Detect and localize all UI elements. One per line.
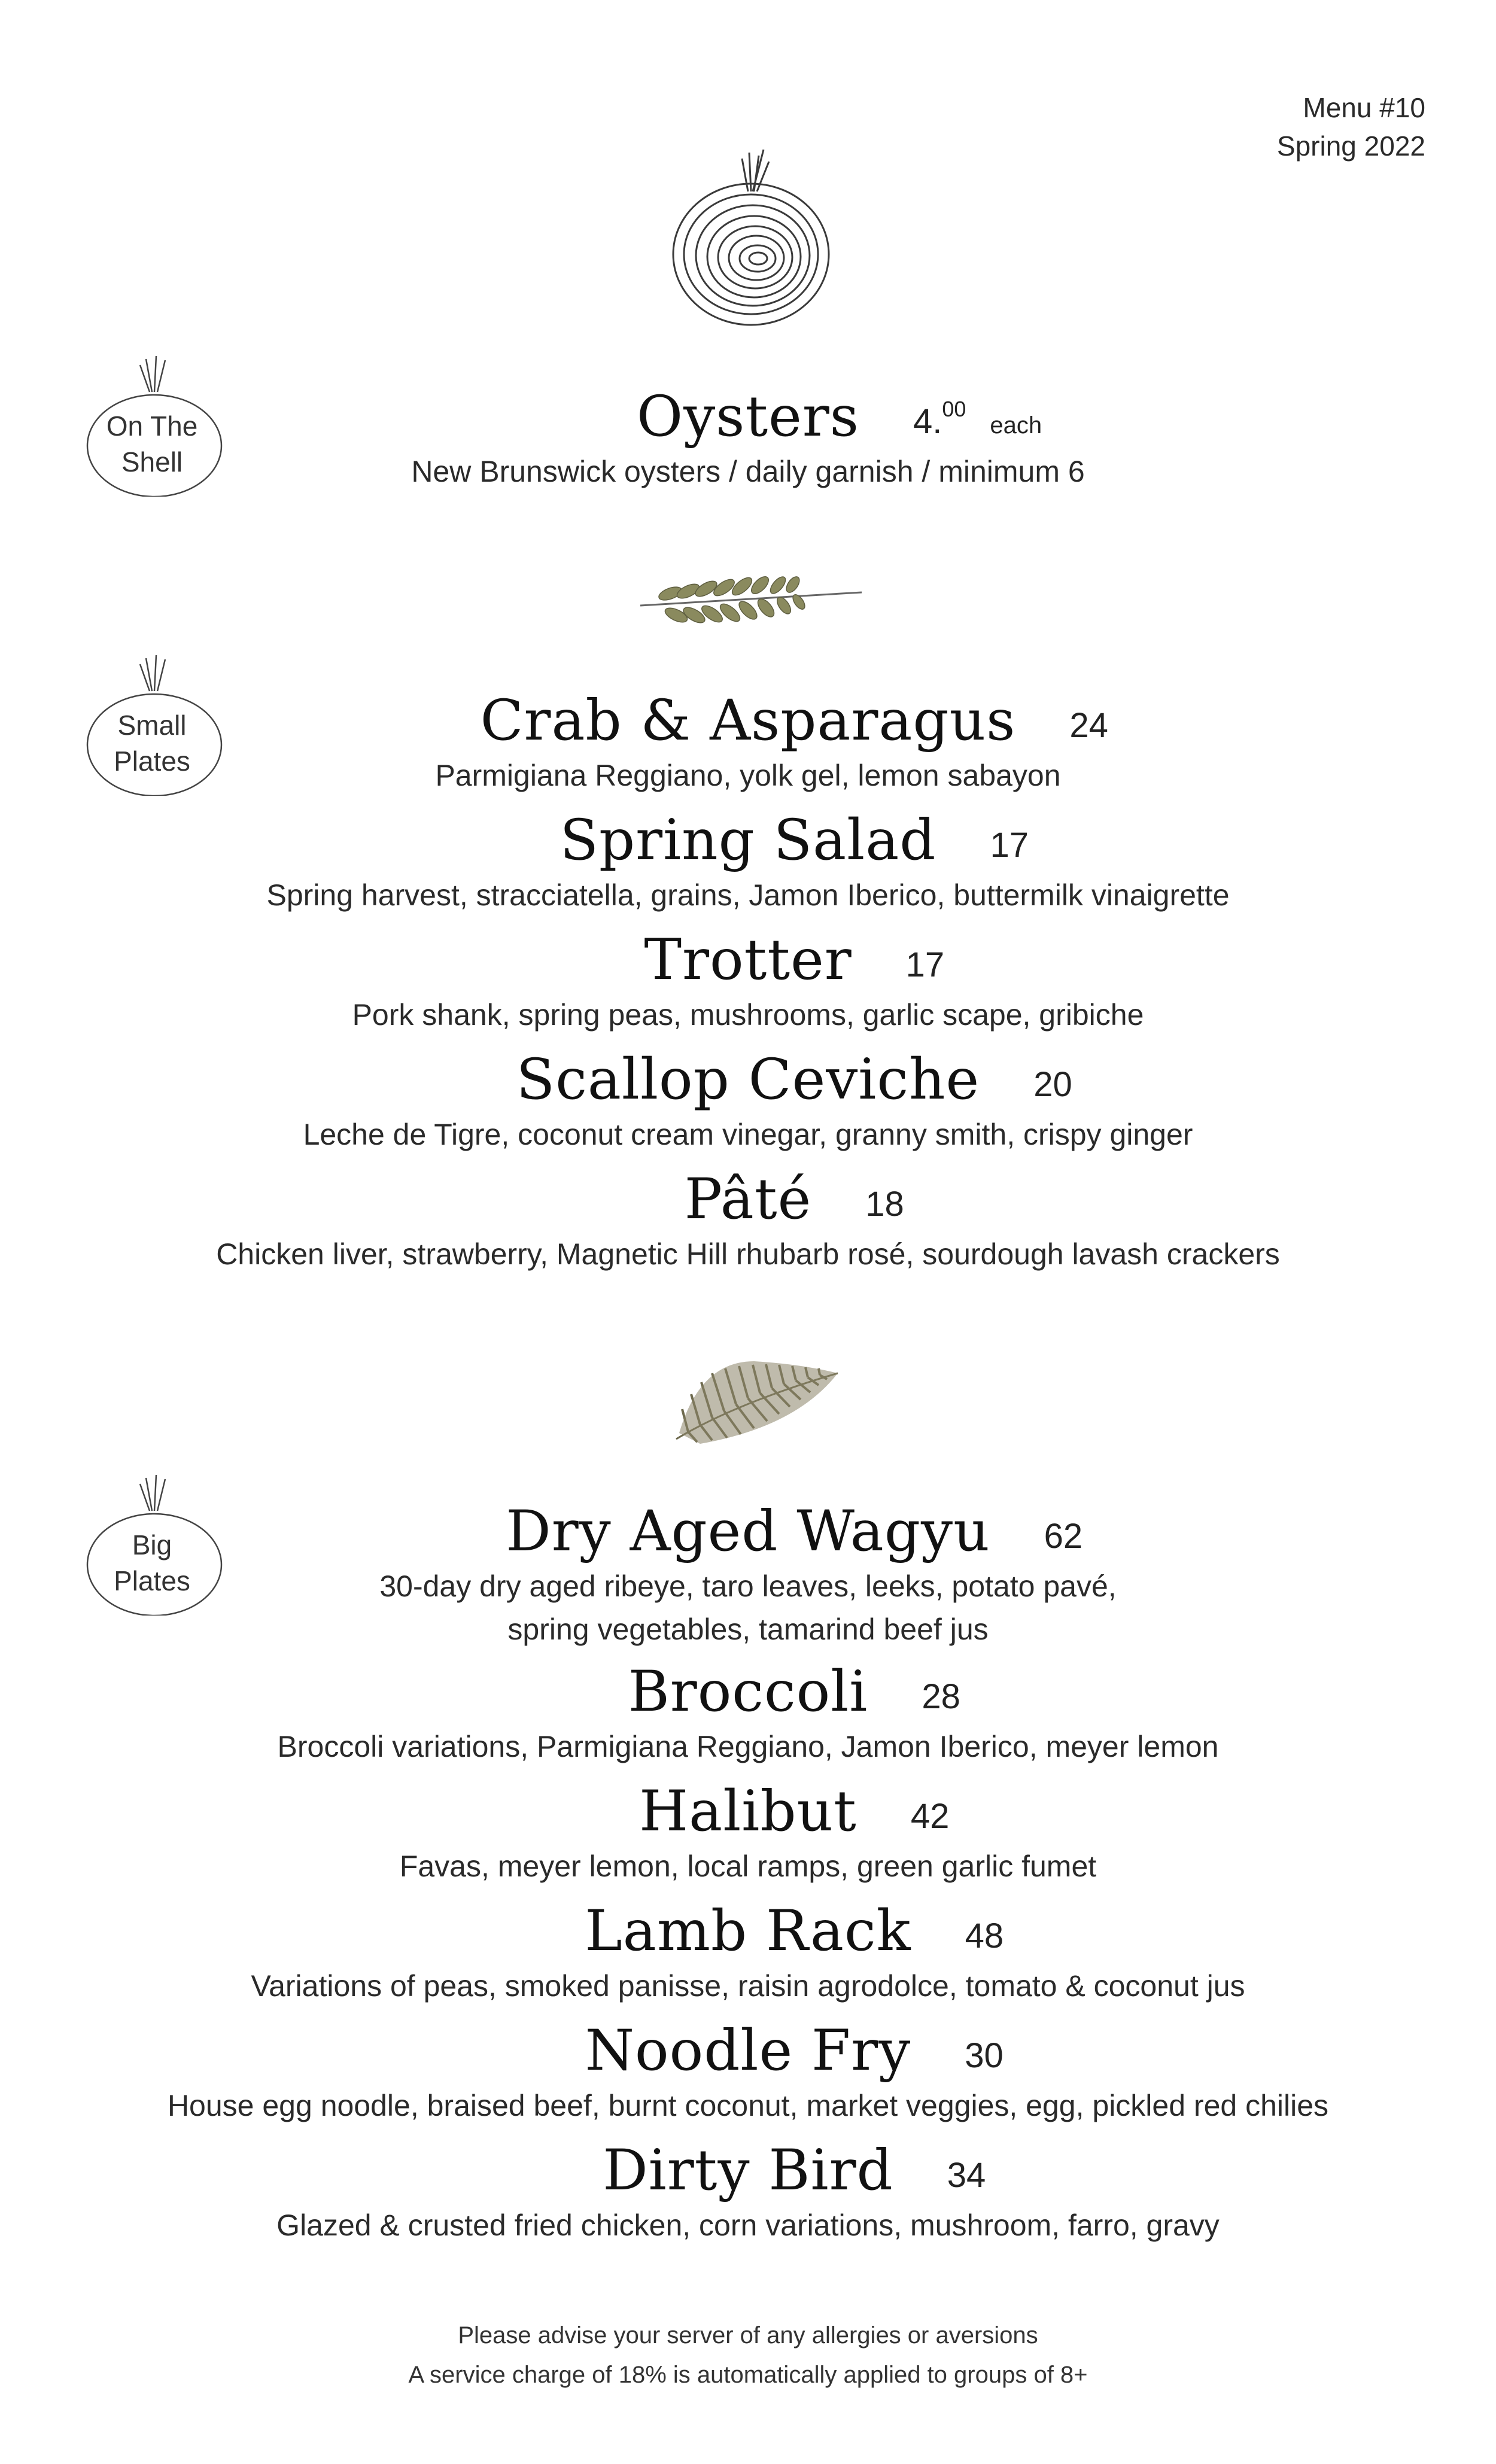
allergy-notice: Please advise your server of any allergies or aversions xyxy=(458,2322,1038,2349)
item-name: Noodle Fry xyxy=(585,2018,911,2083)
item-description: Glazed & crusted fried chicken, corn variations, mushroom, farro, gravy xyxy=(276,2209,1220,2242)
item-description: Favas, meyer lemon, local ramps, green garlic fumet xyxy=(399,1849,1097,1883)
menu-item xyxy=(0,2138,1496,2258)
item-price: 18 xyxy=(865,1185,904,1224)
item-description: Broccoli variations, Parmigiana Reggiano, Jamon Iberico, meyer lemon xyxy=(277,1730,1219,1763)
item-name: Dirty Bird xyxy=(603,2138,893,2203)
item-price: 48 xyxy=(965,1917,1004,1955)
leaf-sprig-icon xyxy=(634,562,868,628)
item-name: Halibut xyxy=(639,1779,857,1844)
item-description: Leche de Tigre, coconut cream vinegar, granny smith, crispy ginger xyxy=(303,1118,1193,1151)
item-name: Crab & Asparagus xyxy=(480,688,1016,753)
menu-item xyxy=(0,927,1496,1047)
item-price: 4.00each xyxy=(913,397,1042,441)
item-description: New Brunswick oysters / daily garnish / minimum 6 xyxy=(411,455,1085,488)
menu-item xyxy=(0,1047,1496,1167)
item-price: 17 xyxy=(905,945,945,984)
item-price: 30 xyxy=(965,2036,1004,2075)
item-price: 62 xyxy=(1044,1517,1083,1556)
item-description: Spring harvest, stracciatella, grains, Jamon Iberico, buttermilk vinaigrette xyxy=(266,878,1230,912)
item-description: 30-day dry aged ribeye, taro leaves, leeks, potato pavé, xyxy=(379,1569,1117,1603)
item-price: 17 xyxy=(990,826,1029,865)
item-description-line2: spring vegetables, tamarind beef jus xyxy=(507,1613,989,1646)
item-name: Spring Salad xyxy=(560,808,936,873)
menu-item xyxy=(0,1659,1496,1779)
item-description: Pork shank, spring peas, mushrooms, garlic scape, gribiche xyxy=(352,998,1144,1032)
item-name: Trotter xyxy=(644,927,852,993)
service-charge-notice: A service charge of 18% is automatically applied to groups of 8+ xyxy=(408,2362,1088,2388)
badge-label: Big Plates xyxy=(114,1529,190,1596)
menu-item xyxy=(0,688,1496,808)
item-description: Variations of peas, smoked panisse, raisin agrodolce, tomato & coconut jus xyxy=(251,1969,1245,2003)
badge-label: Small Plates xyxy=(114,710,190,777)
item-name: Scallop Ceviche xyxy=(516,1047,980,1112)
item-price: 34 xyxy=(947,2156,986,2195)
item-name: Lamb Rack xyxy=(585,1899,911,1964)
footer xyxy=(0,2316,1496,2395)
item-name: Oysters xyxy=(637,384,859,449)
item-description: House egg noodle, braised beef, burnt coconut, market veggies, egg, pickled red chilies xyxy=(167,2089,1329,2122)
menu-item xyxy=(0,2018,1496,2138)
item-price: 42 xyxy=(910,1797,950,1836)
section-big-plates xyxy=(0,1499,1496,2258)
item-price: 24 xyxy=(1069,706,1108,745)
menu-item xyxy=(0,1899,1496,2018)
item-price: 20 xyxy=(1033,1065,1072,1104)
item-description: Chicken liver, strawberry, Magnetic Hill rhubarb rosé, sourdough lavash crackers xyxy=(216,1237,1280,1271)
item-name: Pâté xyxy=(684,1167,812,1232)
menu-item xyxy=(0,1499,1496,1659)
section-small-plates xyxy=(0,688,1496,1286)
fern-icon xyxy=(664,1337,844,1451)
menu-item xyxy=(0,1779,1496,1899)
menu-season: Spring 2022 xyxy=(1276,130,1425,162)
menu-number: Menu #10 xyxy=(1303,92,1425,123)
menu-meta xyxy=(1277,89,1425,165)
menu-item xyxy=(0,808,1496,927)
item-description: Parmigiana Reggiano, yolk gel, lemon sabayon xyxy=(435,759,1061,792)
menu-item xyxy=(0,384,1496,493)
section-on-the-shell xyxy=(0,384,1496,493)
item-price: 28 xyxy=(922,1677,960,1716)
menu-item xyxy=(0,1167,1496,1286)
badge-label: On The Shell xyxy=(106,410,198,477)
onion-icon xyxy=(658,135,844,332)
item-name: Broccoli xyxy=(628,1659,868,1724)
item-name: Dry Aged Wagyu xyxy=(506,1499,990,1564)
